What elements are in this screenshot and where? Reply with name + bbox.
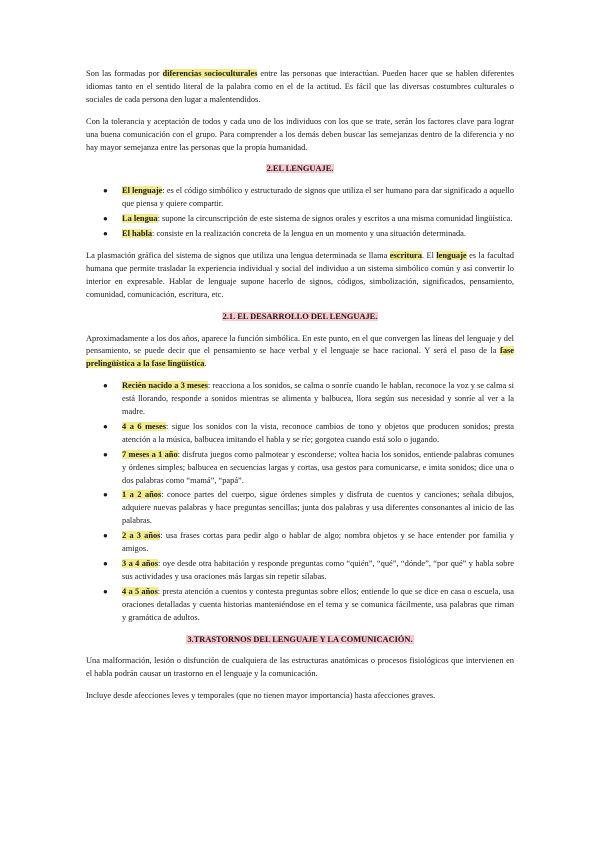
highlight-diferencias-socioculturales: diferencias socioculturales — [162, 69, 258, 78]
bullet-icon: ● — [103, 449, 108, 459]
list-item — [103, 380, 514, 419]
list-item — [103, 558, 514, 584]
paragraph-tolerancia: Con la tolerancia y aceptación de todos y cada uno de los individuos con los que se trate, serán los factores clave para lograr una buena comunicación con el grupo. Para comprender a los demás deben buscar las semejanzas dentro de la diferencia y no hay mayor semejanza entre las personas que la propia humanidad. — [86, 116, 514, 152]
stage-text: : conoce partes del cuerpo, sigue órdenes simples y disfruta de cuentos y canciones; señala dibujos, adquiere nuevas palabras y hace preguntas sencillas; junta dos palabras y usa diferentes consonantes al inicio de las palabras. — [122, 490, 515, 526]
paragraph-barreras-socioculturales — [86, 68, 514, 107]
p4-a: Aproximadamente a los dos años, aparece la función simbólica. En este punto, en el que convergen las líneas del lenguaje y del pensamiento, se puede decir que el pensamiento se hace verbal y el lenguaje se hace racional. Y será el paso de la — [86, 333, 514, 356]
definition: : es el código simbólico y estructurado de signos que utiliza el ser humano para dar significado a aquello que piensa y quiere compartir. — [122, 186, 514, 209]
paragraph-escritura-lenguaje — [86, 250, 514, 302]
bullet-icon: ● — [103, 531, 108, 541]
list-item — [103, 421, 514, 447]
term: El habla — [122, 229, 153, 239]
list-item — [103, 449, 514, 488]
list-item — [103, 586, 514, 625]
bullet-icon: ● — [103, 214, 108, 224]
bullet-icon: ● — [103, 421, 108, 431]
heading-desarrollo-lenguaje-text: 2.1. EL DESARROLLO DEL LENGUAJE. — [222, 311, 378, 321]
development-stages-list — [86, 380, 514, 624]
paragraph-afecciones: Incluye desde afecciones leves y temporales (que no tienen mayor importancia) hasta afecciones graves. — [86, 691, 436, 701]
term: El lenguaje — [122, 186, 163, 196]
stage-term: 3 a 4 años — [122, 559, 158, 568]
list-item — [103, 185, 514, 211]
heading-desarrollo-lenguaje — [86, 311, 514, 324]
bullet-icon: ● — [103, 586, 108, 596]
p4-b: . — [204, 359, 207, 369]
stage-text: : presta atención a cuentos y contesta preguntas sobre ellos; entiende lo que se dice en casa o escuela, usa oraciones detalladas y cuenta historias manteniéndose en el tema y se comunica fácilmente, usa palabras que riman y gramática de adultos. — [122, 586, 514, 622]
list-item — [103, 213, 514, 226]
stage-text: : oye desde otra habitación y responde preguntas como “quién”, “qué”, “dónde”, “por qué” y habla sobre sus actividades y usa oraciones más largas sin repetir sílabas. — [122, 559, 514, 581]
heading-trastornos — [86, 634, 514, 647]
highlight-fase: fase prelingüística a la fase lingüística — [86, 346, 514, 369]
list-item — [103, 489, 515, 528]
stage-text: : sigue los sonidos con la vista, reconoce cambios de tono y objetos que producen sonidos; presta atención a la música, balbucea imitando el habla y se ríe; gorgotea cuando está solo o jugando. — [122, 421, 514, 444]
stage-term: 4 a 5 años — [122, 586, 158, 596]
stage-text: : reacciona a los sonidos, se calma o sonríe cuando le hablan, reconoce la voz y se calma si está llorando, responde a sonidos mientras se alimenta y balbucea, llora según sus necesidad y sonríe al ver a la madre. — [122, 381, 514, 417]
stage-term: 4 a 6 meses — [122, 421, 167, 431]
highlight-lenguaje: lenguaje — [436, 250, 467, 260]
highlight-escritura: escritura — [389, 250, 422, 260]
p3-c: es la facultad humana que permite trasladar la experiencia individual y social del individuo a un sistema simbólico común y así convertir lo interior en expresable. Hablar de lenguaje supone hacerlo de signos, códigos, simbolización, significados, pensamiento, comunidad, comunicación, escritura, etc. — [86, 250, 514, 299]
list-item — [103, 228, 514, 241]
stage-text: : disfruta juegos como palmotear y esconderse; voltea hacia los sonidos, entiende palabras comunes y órdenes simples; balbucea en secuencias largas y cortas, usa gestos para comunicarse, e imita sonidos; dice una o dos palabras como “mamá”, “papá”. — [122, 449, 514, 485]
definition: : supone la circunscripción de este sistema de signos orales y escritos a una misma comunidad lingüística. — [157, 214, 513, 224]
bullet-icon: ● — [103, 186, 108, 196]
bullet-icon: ● — [103, 559, 108, 568]
heading-el-lenguaje — [86, 163, 514, 176]
term: La lengua — [122, 214, 158, 224]
p3-b: . El — [421, 250, 437, 260]
heading-el-lenguaje-text: 2.EL LENGUAJE. — [266, 164, 334, 174]
paragraph-funcion-simbolica — [86, 333, 514, 372]
stage-term: Recién nacido a 3 meses — [122, 381, 208, 391]
p3-a: La plasmación gráfica del sistema de signos que utiliza una lengua determinada se llama — [86, 250, 390, 260]
stage-term: 7 meses a 1 año — [122, 449, 178, 459]
stage-text: : usa frases cortas para pedir algo o hablar de algo; nombra objetos y se hace entender por familia y amigos. — [122, 531, 514, 554]
bullet-icon: ● — [103, 490, 108, 500]
list-item — [103, 530, 514, 556]
heading-trastornos-text: 3.TRASTORNOS DEL LENGUAJE Y LA COMUNICACIÓN. — [187, 634, 413, 644]
p1-pre: Son las formadas por — [86, 69, 163, 78]
bullet-icon: ● — [103, 229, 108, 239]
stage-term: 1 a 2 años — [122, 490, 162, 500]
definitions-list — [86, 185, 514, 241]
bullet-icon: ● — [103, 381, 108, 391]
p1-post: entre las personas que interactúan. Pueden hacer que se hablen diferentes idiomas tanto en el sentido literal de la palabra como en el de la actitud. Es fácil que las diversas costumbres culturales o sociales de cada persona den lugar a malentendidos. — [86, 69, 514, 104]
stage-term: 2 a 3 años — [122, 531, 161, 541]
paragraph-malformacion: Una malformación, lesión o disfunción de cualquiera de las estructuras anatómicas o procesos fisiológicos que intervienen en el habla podrán causar un trastorno en el lenguaje y la comunicación. — [86, 656, 514, 679]
definition: : consiste en la realización concreta de la lengua en un momento y una situación determinada. — [152, 229, 466, 239]
